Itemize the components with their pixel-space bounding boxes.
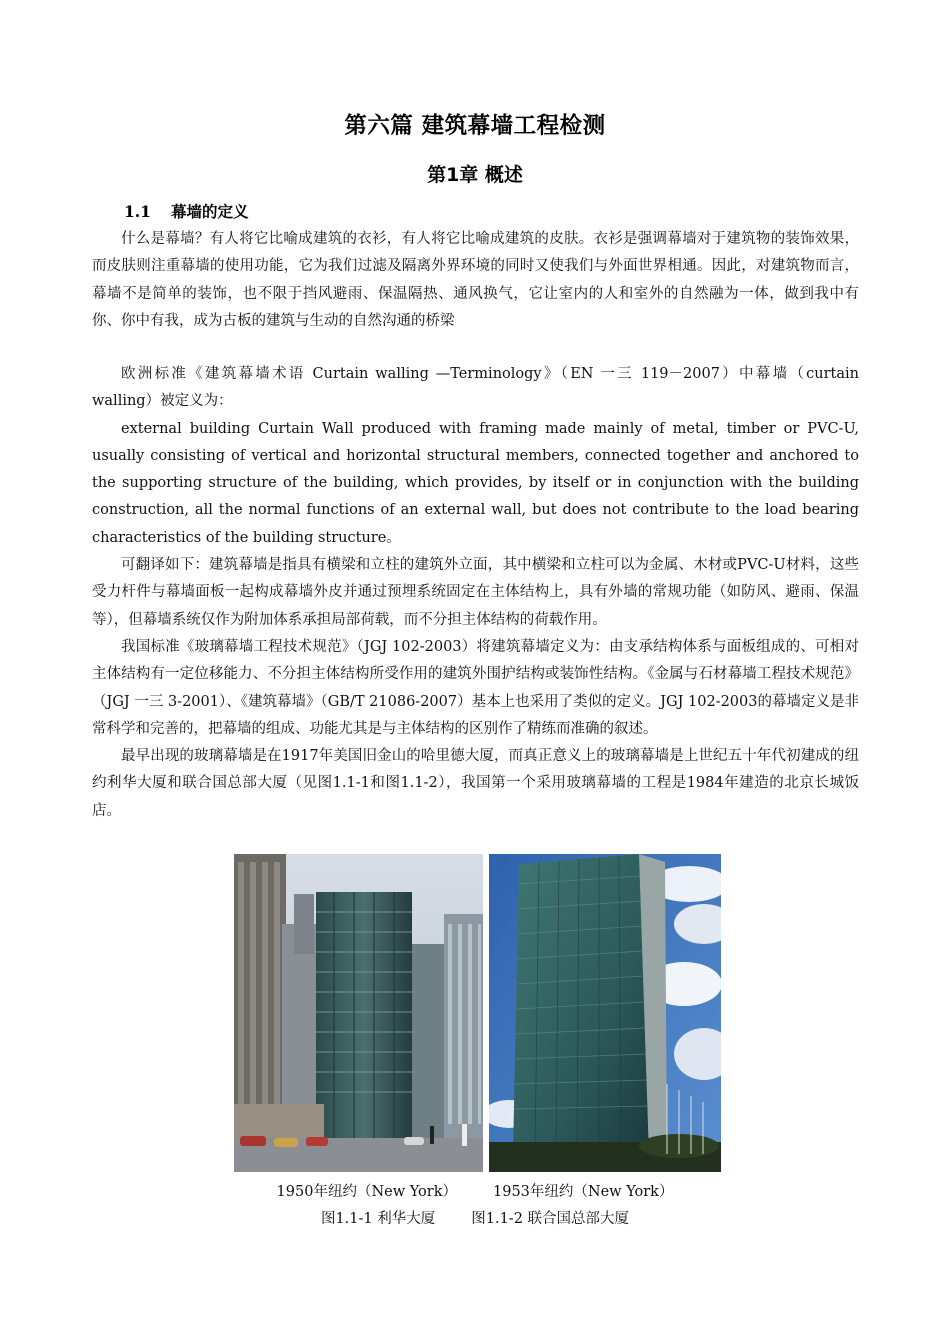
- left-figure-title: 图1.1-1 利华大厦: [320, 1211, 436, 1227]
- paragraph-5: 我国标准《玻璃幕墙工程技术规范》（JGJ 102-2003）将建筑幕墙定义为：由支承结构体系与面板组成的、可相对主体结构有一定位移能力、不分担主体结构所受作用的建筑外围护结构或装饰性结构。《金属与石材幕墙工程技术规范》（JGJ 一三 3-2001）、《建筑幕墙》（GB/T 21086-2007）基本上也采用了类似的定义。JGJ 102-2003的幕墙定义是非常科学和完善的，把幕墙的组成、功能尤其是与主体结构的区别作了精练而准确的叙述。: [92, 638, 859, 737]
- un-headquarters-photo: [489, 854, 721, 1172]
- paragraph-4: 可翻译如下：建筑幕墙是指具有横梁和立柱的建筑外立面，其中横梁和立柱可以为金属、木材或PVC-U材料，这些受力杆件与幕墙面板一起构成幕墙外皮并通过预埋系统固定在主体结构上，具有外墙的常规功能（如防风、避雨、保温等），但幕墙系统仅作为附加体系承担局部荷载，而不分担主体结构的荷载作用。: [92, 557, 859, 628]
- chapter-title: 第1章 概述: [427, 164, 523, 186]
- section-number: 1.1: [124, 202, 151, 221]
- lever-house-illustration: [234, 854, 483, 1172]
- left-figure-year-caption: 1950年纽约（New York）: [276, 1184, 457, 1200]
- un-headquarters-illustration: [489, 854, 721, 1172]
- section-heading: [124, 200, 248, 222]
- paragraph-block-intro: [92, 226, 859, 335]
- paragraph-3-english-definition: external building Curtain Wall produced with framing made mainly of metal, timber or PVC-U, usually consisting of vertical and horizontal structural members, connected together and anchored to the supporting structure of the building, which provides, by itself or in conjunction with the building construction, all the normal functions of an external wall, but does not contribute to the load bearing characteristics of the building structure。: [92, 420, 859, 546]
- figure-year-captions: [0, 1180, 950, 1201]
- right-figure-year-caption: 1953年纽约（New York）: [493, 1184, 674, 1200]
- part-title: 第六篇 建筑幕墙工程检测: [344, 113, 606, 139]
- paragraph-1: 什么是幕墙？有人将它比喻成建筑的衣衫，有人将它比喻成建筑的皮肤。衣衫是强调幕墙对于建筑物的装饰效果，而皮肤则注重幕墙的使用功能，它为我们过滤及隔离外界环境的同时又使我们与外面世界相通。因此，对建筑物而言，幕墙不是简单的装饰，也不限于挡风避雨、保温隔热、通风换气，它让室内的人和室外的自然融为一体，做到我中有你、你中有我，成为古板的建筑与生动的自然沟通的桥梁: [92, 231, 859, 329]
- figure-title-captions: [0, 1207, 950, 1228]
- section-title: 幕墙的定义: [170, 202, 249, 221]
- paragraph-2: 欧洲标准《建筑幕墙术语 Curtain walling —Terminology》（EN 一三 119－2007）中幕墙（curtain walling）被定义为：: [92, 366, 859, 410]
- right-figure-title: 图1.1-2 联合国总部大厦: [471, 1211, 630, 1227]
- lever-house-photo: [234, 854, 483, 1172]
- paragraph-block-definitions: [92, 361, 859, 825]
- paragraph-6: 最早出现的玻璃幕墙是在1917年美国旧金山的哈里德大厦，而真正意义上的玻璃幕墙是上世纪五十年代初建成的纽约利华大厦和联合国总部大厦（见图1.1-1和图1.1-2），我国第一个采用玻璃幕墙的工程是1984年建造的北京长城饭店。: [92, 748, 859, 819]
